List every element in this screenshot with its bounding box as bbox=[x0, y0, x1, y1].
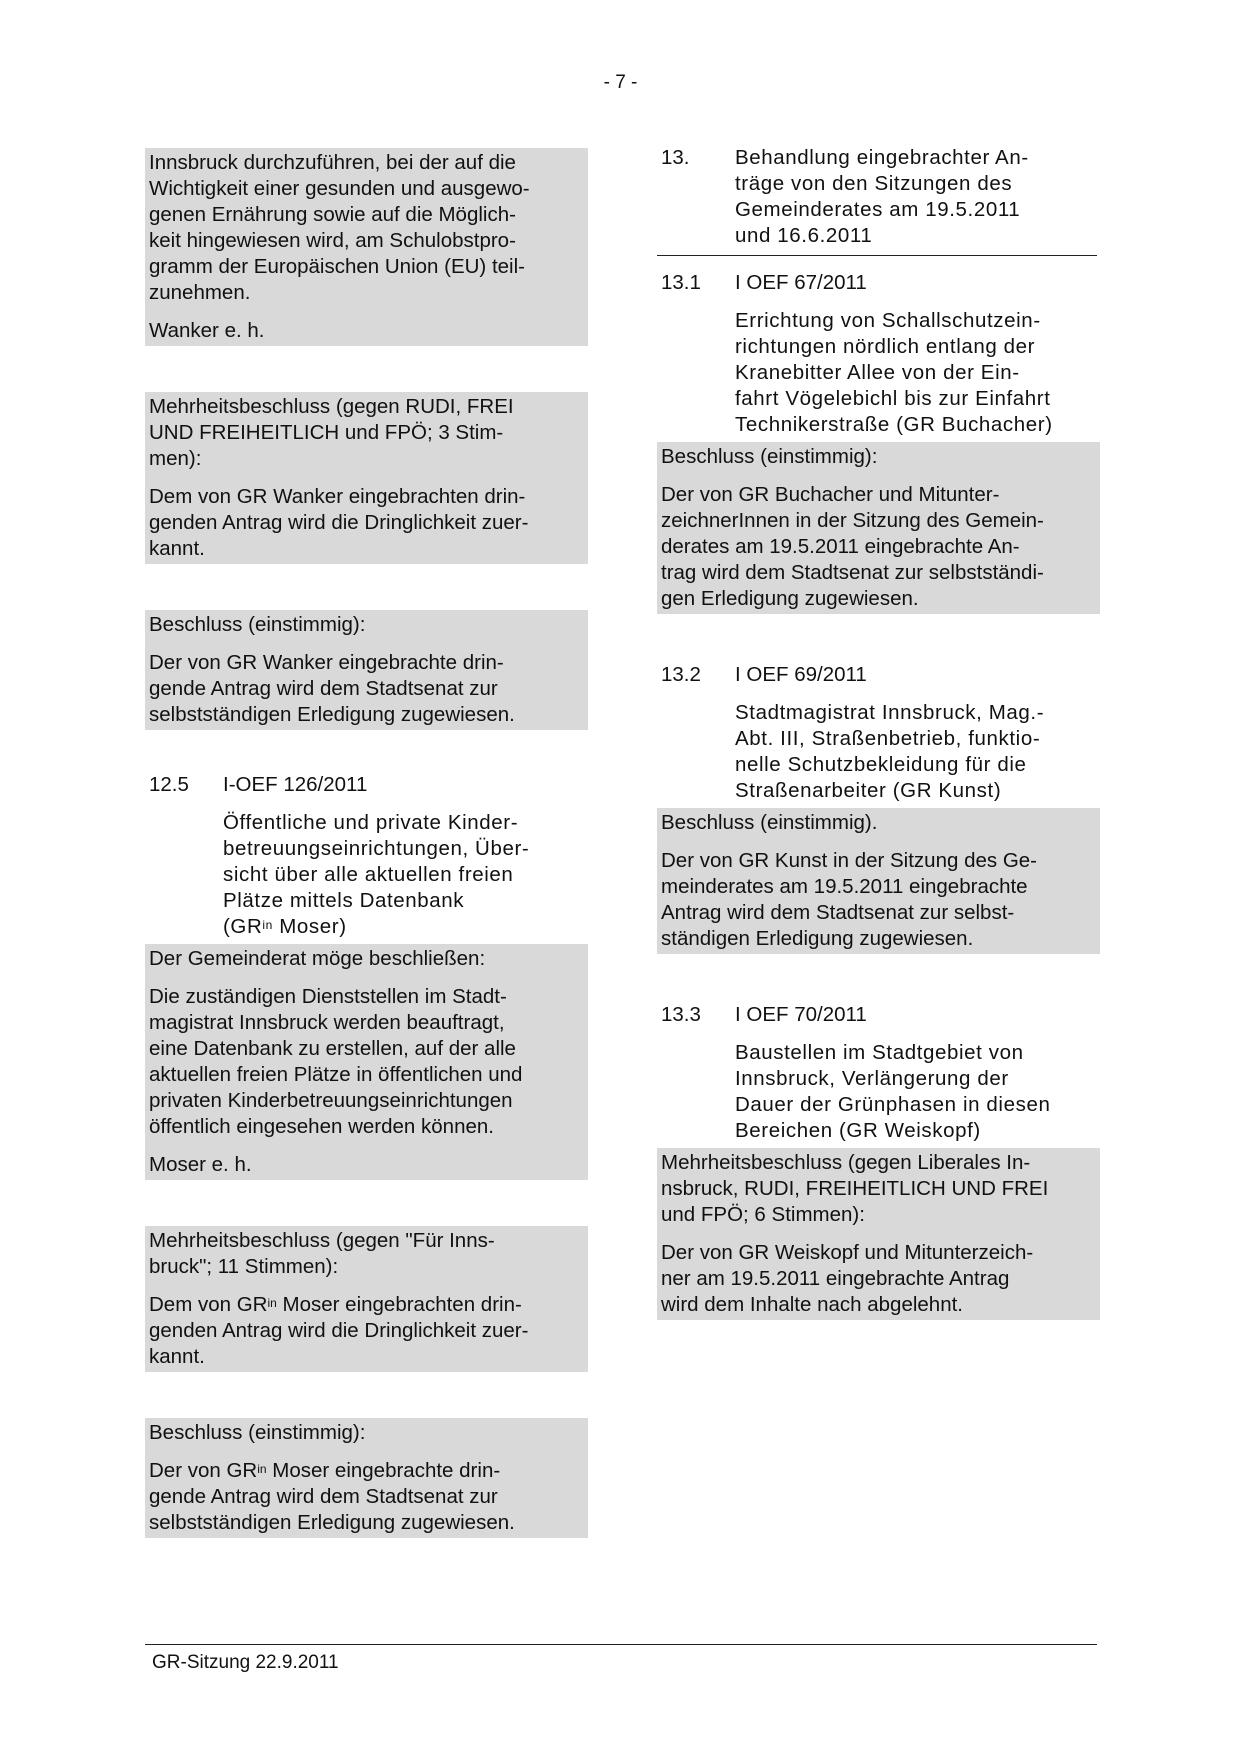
item-13-1-title: Errichtung von Schallschutzein- richtungen nördlich entlang der Kranebitter Allee von der Ein- fahrt Vögelebichl bis zur Einfahrt Technikerstraße (GR Buchacher) bbox=[735, 309, 1053, 436]
right-column bbox=[657, 145, 1100, 1366]
decision-body: Dem von GR Wanker eingebrachten drin- genden Antrag wird die Dringlichkeit zuer- kannt. bbox=[149, 485, 529, 560]
decision-heading: Beschluss (einstimmig): bbox=[149, 1421, 366, 1444]
decision-heading: Mehrheitsbeschluss (gegen "Für Inns- bruck"; 11 Stimmen): bbox=[149, 1229, 495, 1278]
assignment-decision-block bbox=[145, 1418, 588, 1538]
item-13-1-decision-block bbox=[657, 442, 1100, 614]
item-number: 13.3 bbox=[661, 1003, 701, 1026]
signer: Moser e. h. bbox=[149, 1153, 252, 1176]
motion-heading: Der Gemeinderat möge beschließen: bbox=[149, 947, 486, 970]
item-code: I-OEF 126/2011 bbox=[223, 773, 368, 796]
decision-heading: Mehrheitsbeschluss (gegen RUDI, FREI UND FREIHEITLICH und FPÖ; 3 Stim- men): bbox=[149, 395, 514, 470]
item-13-2-decision-block bbox=[657, 808, 1100, 954]
resolution-text-block bbox=[145, 148, 588, 346]
resolution-text: Innsbruck durchzuführen, bei der auf die Wichtigkeit einer gesunden und ausgewo- genen Ernährung sowie auf die Möglich- keit hingewiesen wird, am Schulobstpro- gramm der Europäischen Union (EU) teil- zunehmen. bbox=[149, 151, 530, 304]
item-13-3-header bbox=[657, 1002, 1100, 1028]
urgency-decision-block bbox=[145, 1226, 588, 1372]
motion-body: Die zuständigen Dienststellen im Stadt- magistrat Innsbruck werden beauftragt, eine Datenbank zu erstellen, auf der alle aktuellen freien Plätze in öffentlichen und privaten Kinderbetreuungseinrichtungen öffentlich eingesehen werden können. bbox=[149, 985, 523, 1138]
urgency-decision-block bbox=[145, 392, 588, 564]
section-13-header bbox=[657, 145, 1100, 249]
left-column bbox=[145, 148, 588, 1584]
item-number: 12.5 bbox=[149, 773, 189, 796]
item-13-2-header bbox=[657, 662, 1100, 688]
item-13-3-decision-block bbox=[657, 1148, 1100, 1320]
decision-body: Dem von $GR^{in}$ Moser eingebrachten drin- genden Antrag wird die Dringlichkeit zuer- kannt. bbox=[149, 1293, 529, 1368]
section-title: Behandlung eingebrachter An- träge von den Sitzungen des Gemeinderates am 19.5.2011 und 16.6.2011 bbox=[735, 146, 1029, 247]
item-12-5-header bbox=[145, 772, 588, 798]
footer-rule bbox=[145, 1644, 1097, 1645]
decision-heading: Mehrheitsbeschluss (gegen Liberales In- nsbruck, RUDI, FREIHEITLICH UND FREI und FPÖ; 6 Stimmen): bbox=[661, 1151, 1049, 1226]
item-number: 13.2 bbox=[661, 663, 701, 686]
item-13-2-title: Stadtmagistrat Innsbruck, Mag.- Abt. III, Straßenbetrieb, funktio- nelle Schutzbekleidung für die Straßenarbeiter (GR Kunst) bbox=[735, 701, 1045, 802]
item-code: I OEF 70/2011 bbox=[735, 1003, 867, 1026]
section-number: 13. bbox=[661, 146, 690, 169]
item-code: I OEF 69/2011 bbox=[735, 663, 867, 686]
assignment-decision-block bbox=[145, 610, 588, 730]
motion-block bbox=[145, 944, 588, 1180]
page-number: - 7 - bbox=[603, 72, 638, 93]
item-12-5-title: Öffentliche und private Kinder- betreuungseinrichtungen, Über- sicht über alle aktuellen freien Plätze mittels Datenbank ($GR^{in}$ Moser) bbox=[223, 811, 530, 938]
item-13-1-header bbox=[657, 270, 1100, 296]
item-code: I OEF 67/2011 bbox=[735, 271, 867, 294]
section-divider bbox=[657, 255, 1097, 256]
footer-text: GR-Sitzung 22.9.2011 bbox=[152, 1652, 339, 1673]
item-13-3-title: Baustellen im Stadtgebiet von Innsbruck, Verlängerung der Dauer der Grünphasen in diesen Bereichen (GR Weiskopf) bbox=[735, 1041, 1051, 1142]
decision-heading: Beschluss (einstimmig): bbox=[661, 445, 878, 468]
decision-heading: Beschluss (einstimmig). bbox=[661, 811, 878, 834]
decision-body: Der von $GR^{in}$ Moser eingebrachte drin- gende Antrag wird dem Stadtsenat zur selbstständigen Erledigung zugewiesen. bbox=[149, 1459, 515, 1534]
signer: Wanker e. h. bbox=[149, 319, 265, 342]
decision-heading: Beschluss (einstimmig): bbox=[149, 613, 366, 636]
item-number: 13.1 bbox=[661, 271, 701, 294]
decision-body: Der von GR Kunst in der Sitzung des Ge- meinderates am 19.5.2011 eingebrachte Antrag wird dem Stadtsenat zur selbst- ständigen Erledigung zugewiesen. bbox=[661, 849, 1038, 950]
decision-body: Der von GR Weiskopf und Mitunterzeich- ner am 19.5.2011 eingebrachte Antrag wird dem Inhalte nach abgelehnt. bbox=[661, 1241, 1034, 1316]
decision-body: Der von GR Wanker eingebrachte drin- gende Antrag wird dem Stadtsenat zur selbstständigen Erledigung zugewiesen. bbox=[149, 651, 515, 726]
decision-body: Der von GR Buchacher und Mitunter- zeichnerInnen in der Sitzung des Gemein- derates am 19.5.2011 eingebrachte An- trag wird dem Stadtsenat zur selbstständi- gen Erledigung zugewiesen. bbox=[661, 483, 1044, 610]
